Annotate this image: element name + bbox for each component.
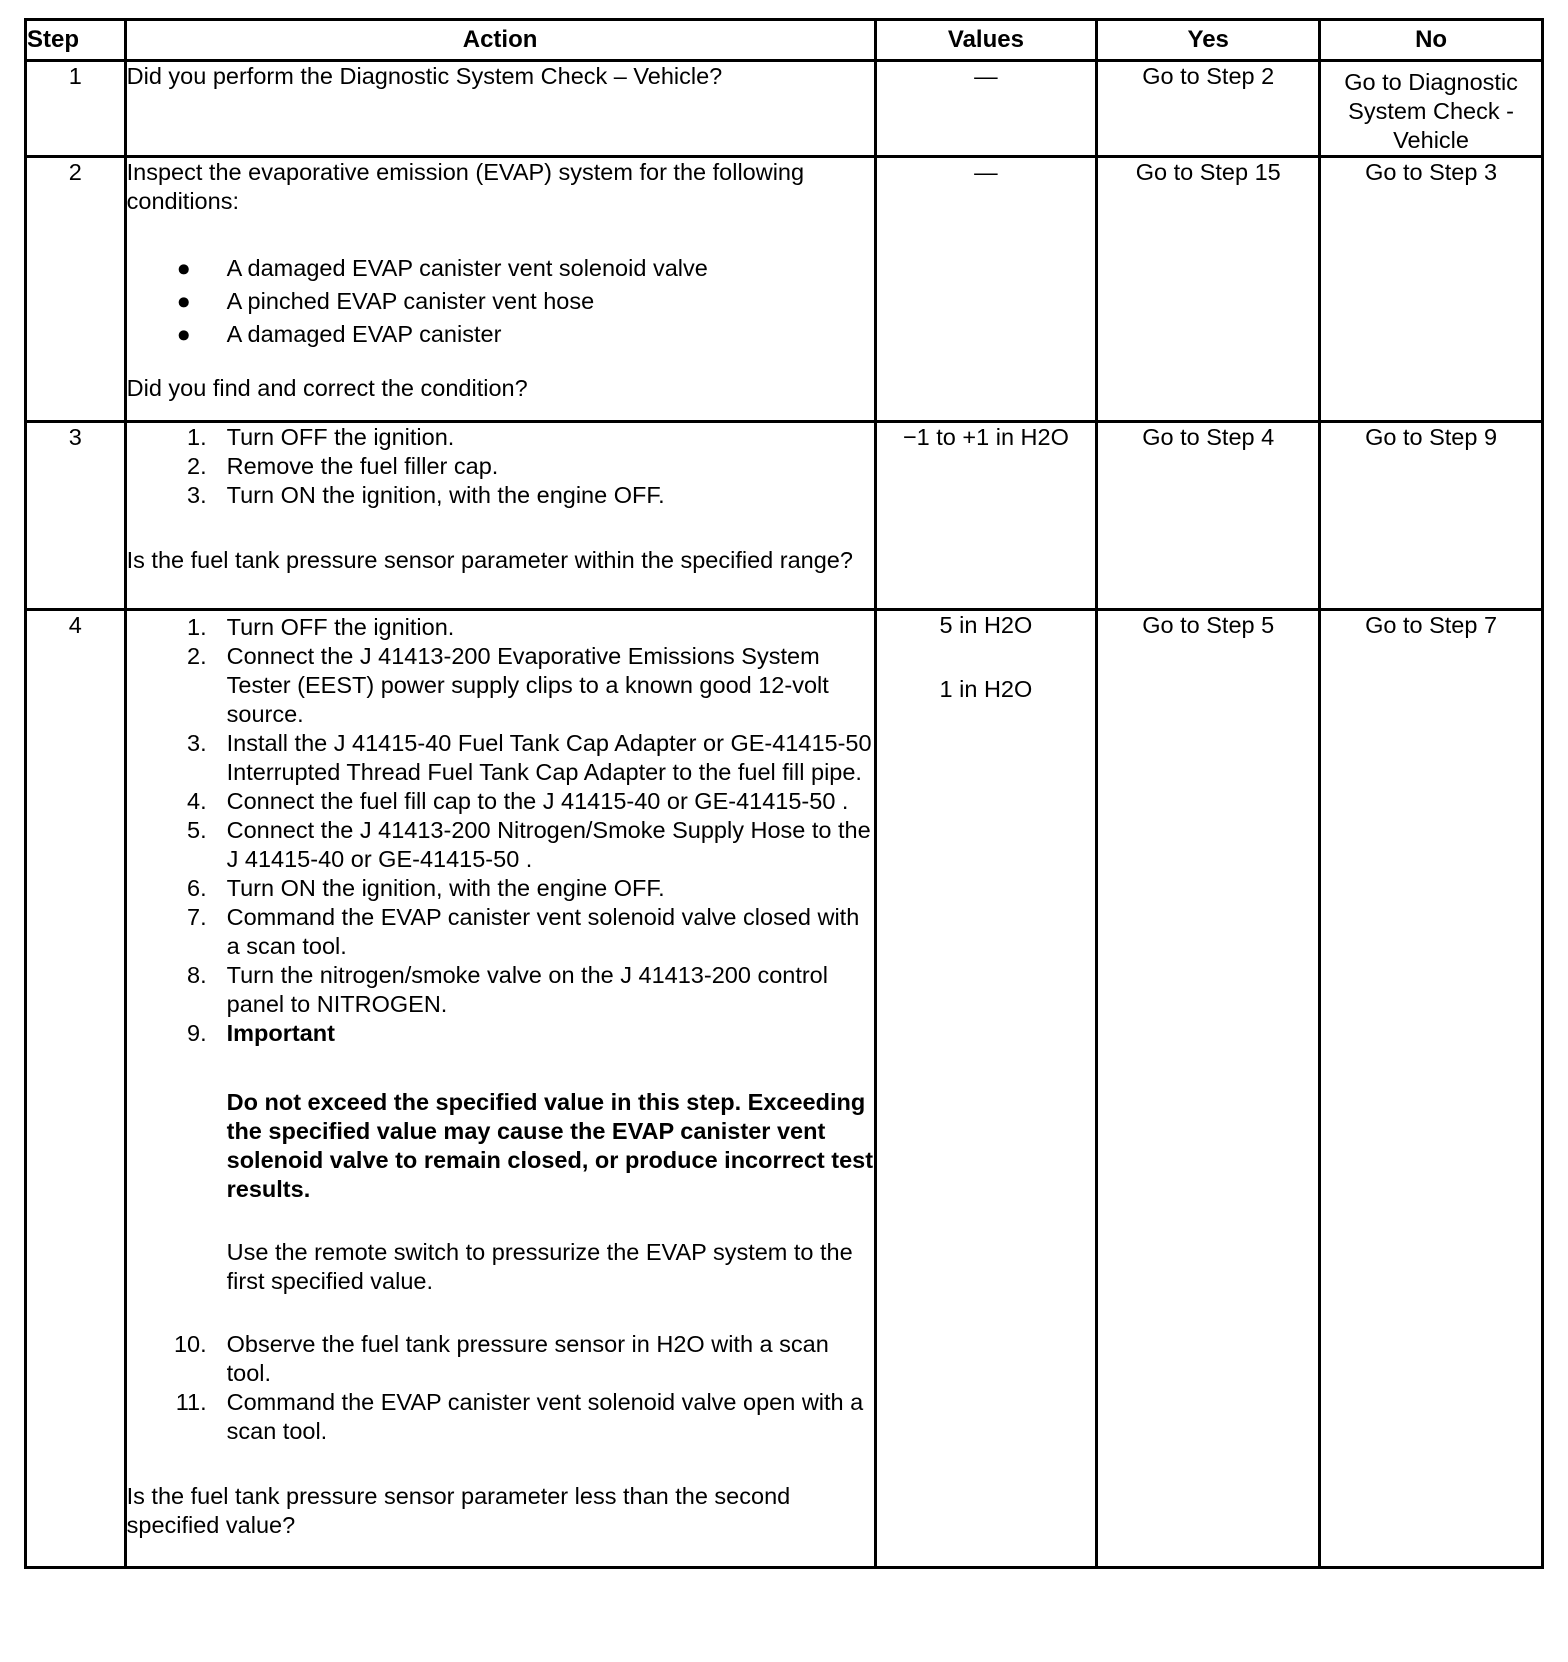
no-cell (1320, 61, 1543, 157)
action-cell (125, 610, 875, 1568)
list-item: 7. Command the EVAP canister vent solenoid valve closed with a scan tool. (187, 904, 860, 959)
list-item: 9. Important Do not exceed the specified value in this step. Exceeding the specified value may cause the EVAP canister vent solenoid valve to remain closed, or produce incorrect test results. Use the remote switch to pressurize the EVAP system to the first specified value. (187, 1020, 874, 1294)
list-item: 2. Remove the fuel filler cap. (187, 453, 499, 479)
table-row (26, 157, 1543, 422)
table-row (26, 610, 1543, 1568)
action-cell (125, 422, 875, 610)
list-item: 5. Connect the J 41413-200 Nitrogen/Smoke Supply Hose to the J 41415-40 or GE-41415-50 . (187, 817, 871, 872)
list-item: ● A damaged EVAP canister (176, 321, 502, 347)
bullet-icon: ● (176, 321, 191, 347)
question-text: Is the fuel tank pressure sensor parameter less than the second specified value? (126, 1483, 791, 1538)
condition-list (127, 254, 874, 353)
table-row (26, 61, 1543, 157)
list-item: 4. Connect the fuel fill cap to the J 41415-40 or GE-41415-50 . (187, 788, 849, 814)
procedure-list (127, 613, 874, 1446)
bullet-icon: ● (176, 288, 191, 314)
important-note: Do not exceed the specified value in this step. Exceeding the specified value may cause the EVAP canister vent solenoid valve to remain closed, or produce incorrect test results. (226, 1089, 874, 1202)
yes-cell: Go to Step 5 (1097, 610, 1320, 1568)
list-item: 11. Command the EVAP canister vent solenoid valve open with a scan tool. (175, 1389, 864, 1444)
step-number: 1 (26, 61, 126, 157)
value-cell: — (875, 61, 1097, 157)
value-cell: −1 to +1 in H2O (875, 422, 1097, 610)
yes-cell: Go to Step 4 (1097, 422, 1320, 610)
header-values: Values (875, 20, 1097, 61)
step-number: 2 (26, 157, 126, 422)
table-row (26, 422, 1543, 610)
procedure-list (127, 423, 874, 510)
action-cell (125, 61, 875, 157)
value-second: 1 in H2O (939, 676, 1033, 702)
action-cell (125, 157, 875, 422)
list-item: ● A pinched EVAP canister vent hose (176, 288, 595, 314)
list-item: 1. Turn OFF the ignition. (187, 614, 455, 640)
question-text: Did you perform the Diagnostic System Check – Vehicle? (126, 63, 723, 89)
list-item: 1. Turn OFF the ignition. (187, 424, 455, 450)
yes-cell: Go to Step 15 (1097, 157, 1320, 422)
list-item: ● A damaged EVAP canister vent solenoid valve (176, 255, 708, 281)
question-text: Did you find and correct the condition? (126, 375, 528, 401)
yes-cell: Go to Step 2 (1097, 61, 1320, 157)
step-number: 3 (26, 422, 126, 610)
no-cell: Go to Step 9 (1320, 422, 1543, 610)
header-yes: Yes (1097, 20, 1320, 61)
step9-instruction: Use the remote switch to pressurize the EVAP system to the first specified value. (226, 1239, 853, 1294)
value-cell: — (875, 157, 1097, 422)
header-action: Action (125, 20, 875, 61)
bullet-icon: ● (176, 255, 191, 281)
list-item: 2. Connect the J 41413-200 Evaporative Emissions System Tester (EEST) power supply clips to a known good 12-volt source. (187, 643, 829, 727)
important-label: Important (226, 1020, 335, 1046)
header-no: No (1320, 20, 1543, 61)
no-text: Go to Diagnostic System Check - Vehicle (1344, 69, 1518, 153)
question-text: Is the fuel tank pressure sensor parameter within the specified range? (126, 547, 853, 573)
header-step: Step (26, 20, 126, 61)
header-row (26, 20, 1543, 61)
list-item: 6. Turn ON the ignition, with the engine OFF. (187, 875, 665, 901)
no-cell: Go to Step 7 (1320, 610, 1543, 1568)
value-cell (875, 610, 1097, 1568)
step-number: 4 (26, 610, 126, 1568)
diagnostic-table (24, 18, 1544, 1569)
list-item: 8. Turn the nitrogen/smoke valve on the J 41413-200 control panel to NITROGEN. (187, 962, 828, 1017)
list-item: 3. Install the J 41415-40 Fuel Tank Cap Adapter or GE-41415-50 Interrupted Thread Fuel Tank Cap Adapter to the fuel fill pipe. (187, 730, 872, 785)
no-cell: Go to Step 3 (1320, 157, 1543, 422)
list-item: 3. Turn ON the ignition, with the engine OFF. (187, 482, 665, 508)
intro-text: Inspect the evaporative emission (EVAP) system for the following conditions: (126, 159, 805, 214)
value-first: 5 in H2O (939, 612, 1033, 638)
list-item: 10. Observe the fuel tank pressure sensor in H2O with a scan tool. (173, 1331, 829, 1386)
